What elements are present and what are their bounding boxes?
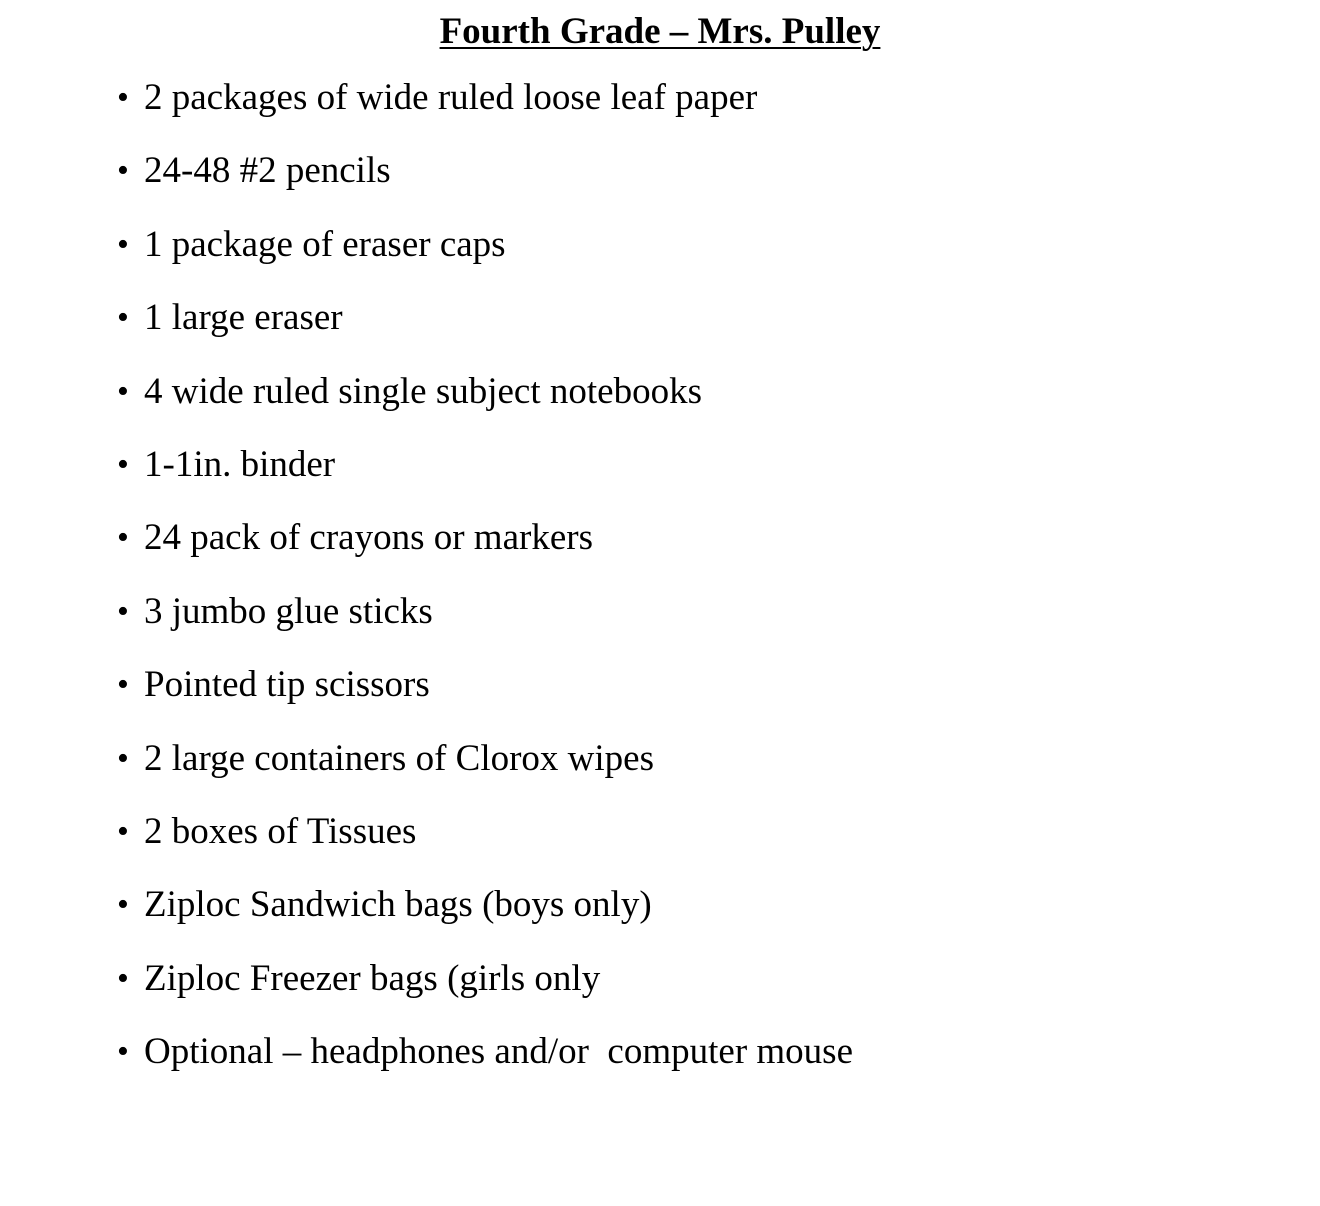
list-item-text: 24 pack of crayons or markers xyxy=(144,517,593,559)
bullet-icon: • xyxy=(117,225,129,263)
list-item-text: 2 boxes of Tissues xyxy=(144,810,417,852)
bullet-icon: • xyxy=(117,886,129,924)
list-item xyxy=(117,1030,853,1103)
list-item xyxy=(117,76,758,149)
list-item-text: 3 jumbo glue sticks xyxy=(144,590,433,632)
list-item-text: Ziploc Freezer bags (girls only xyxy=(144,957,601,999)
list-item xyxy=(117,516,593,589)
list-item-text: 2 large containers of Clorox wipes xyxy=(144,737,654,779)
page-title: Fourth Grade – Mrs. Pulley xyxy=(439,11,881,52)
list-item xyxy=(117,883,652,956)
list-item-text: 1 large eraser xyxy=(144,297,343,339)
bullet-icon: • xyxy=(117,372,129,410)
list-item xyxy=(117,223,506,296)
list-item xyxy=(117,957,601,1030)
bullet-icon: • xyxy=(117,592,129,630)
bullet-icon: • xyxy=(117,812,129,850)
list-item xyxy=(117,370,702,443)
list-item xyxy=(117,737,654,810)
bullet-icon: • xyxy=(117,739,129,777)
list-item-text: 1 package of eraser caps xyxy=(144,223,506,265)
list-item xyxy=(117,810,417,883)
list-item xyxy=(117,443,336,516)
list-item-text: 2 packages of wide ruled loose leaf paper xyxy=(144,77,758,118)
bullet-icon: • xyxy=(117,445,129,483)
bullet-icon: • xyxy=(117,152,129,190)
list-item-text: 4 wide ruled single subject notebooks xyxy=(144,370,702,412)
bullet-icon: • xyxy=(117,519,129,557)
bullet-icon: • xyxy=(117,666,129,704)
supply-list xyxy=(117,76,853,1103)
list-item xyxy=(117,296,343,369)
list-item-text: Pointed tip scissors xyxy=(144,664,430,706)
list-item-text: Ziploc Sandwich bags (boys only) xyxy=(144,884,652,926)
list-item xyxy=(117,663,430,736)
bullet-icon: • xyxy=(117,959,129,997)
bullet-icon: • xyxy=(117,1033,129,1071)
list-item-text: 1-1in. binder xyxy=(144,443,336,485)
list-item xyxy=(117,590,433,663)
bullet-icon: • xyxy=(117,79,129,116)
list-item xyxy=(117,149,391,222)
bullet-icon: • xyxy=(117,299,129,337)
list-item-text: 24-48 #2 pencils xyxy=(144,150,391,192)
list-item-text: Optional – headphones and/or computer mouse xyxy=(144,1031,853,1073)
